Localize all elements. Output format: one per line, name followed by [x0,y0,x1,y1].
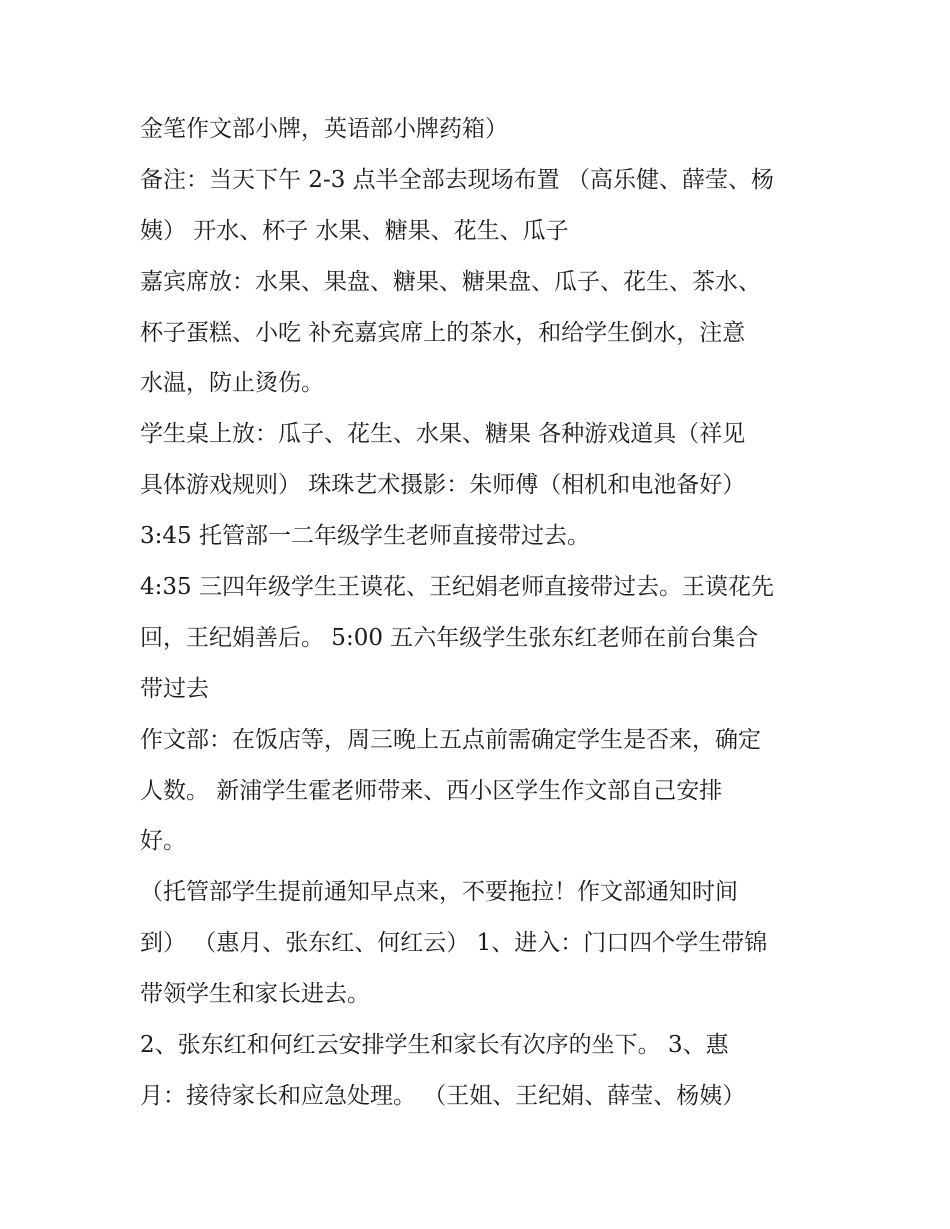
text-line: 4:35 三四年级学生王谟花、王纪娟老师直接带过去。王谟花先 [140,574,774,601]
text-line: 好。 [140,828,186,855]
text-line: 到） （惠月、张东红、何红云） 1、进入：门口四个学生带锦 [140,930,768,957]
text-line: 2、张东红和何红云安排学生和家长有次序的坐下。 3、惠 [140,1032,729,1059]
text-line: （托管部学生提前通知早点来，不要拖拉！作文部通知时间 [140,879,738,906]
text-line: 人数。 新浦学生霍老师带来、西小区学生作文部自己安排 [140,777,723,804]
document-body [140,112,820,1130]
text-line: 3:45 托管部一二年级学生老师直接带过去。 [140,523,590,550]
text-line: 作文部：在饭店等，周三晚上五点前需确定学生是否来，确定 [140,726,761,753]
text-line: 备注：当天下午 2-3 点半全部去现场布置 （高乐健、薛莹、杨 [140,166,774,193]
text-line: 回，王纪娟善后。 5:00 五六年级学生张东红老师在前台集合 [140,624,759,651]
text-line: 学生桌上放：瓜子、花生、水果、糖果 各种游戏道具（祥见 [140,421,746,448]
text-line: 具体游戏规则） 珠珠艺术摄影：朱师傅（相机和电池备好） [140,472,746,499]
text-line: 金笔作文部小牌，英语部小牌药箱） [140,116,508,142]
text-line: 水温，防止烫伤。 [140,370,324,397]
text-line: 杯子蛋糕、小吃 补充嘉宾席上的茶水，和给学生倒水，注意 [140,319,746,346]
text-line: 嘉宾席放：水果、果盘、糖果、糖果盘、瓜子、花生、茶水、 [140,268,761,295]
text-line: 月：接待家长和应急处理。 （王姐、王纪娟、薛莹、杨姨） [140,1082,746,1109]
text-line: 带过去 [140,675,209,702]
text-line: 姨） 开水、杯子 水果、糖果、花生、瓜子 [140,217,569,244]
text-line: 带领学生和家长进去。 [140,981,370,1008]
